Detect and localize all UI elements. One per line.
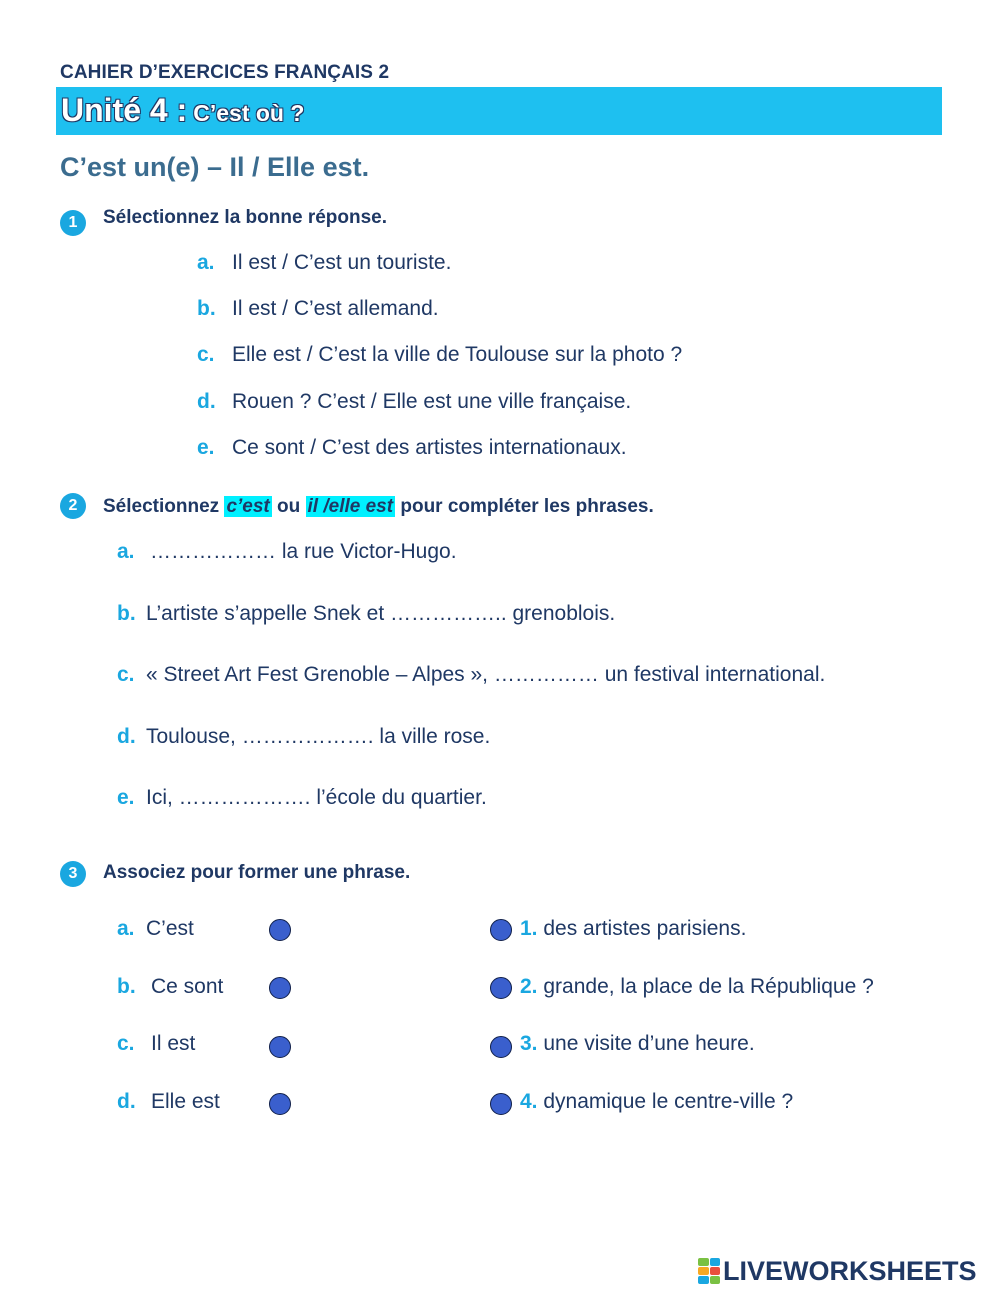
item-text: Toulouse, ………………. la ville rose. — [146, 725, 491, 748]
match-dot-right-1[interactable] — [490, 919, 512, 941]
liveworksheets-logo-icon — [698, 1258, 720, 1284]
item-letter: d. — [117, 1090, 136, 1113]
exercise-2-badge: 2 — [60, 493, 86, 519]
match-dot-right-2[interactable] — [490, 977, 512, 999]
instruction-part: ou — [277, 496, 301, 517]
item-text: Rouen ? C’est / Elle est une ville française. — [232, 390, 632, 413]
item-letter: c. — [117, 663, 135, 686]
unit-subtitle: C’est où ? — [193, 100, 305, 126]
item-letter: a. — [197, 251, 215, 274]
item-text: Ce sont / C’est des artistes internationaux. — [232, 436, 627, 459]
match-dot-left-d[interactable] — [269, 1093, 291, 1115]
ex1-item-c[interactable] — [197, 343, 682, 367]
ex3-left-b — [117, 975, 223, 999]
match-dot-left-b[interactable] — [269, 977, 291, 999]
item-letter: d. — [117, 725, 136, 748]
item-letter: a. — [117, 540, 135, 563]
ex2-item-b[interactable] — [117, 602, 615, 626]
item-letter: a. — [117, 917, 135, 940]
item-text: grande, la place de la République ? — [543, 975, 874, 998]
ex3-right-4 — [520, 1090, 793, 1114]
ex1-item-d[interactable] — [197, 390, 631, 414]
section-title: C’est un(e) – Il / Elle est. — [60, 152, 370, 182]
workbook-title: CAHIER D’EXERCICES FRANÇAIS 2 — [60, 62, 390, 83]
match-dot-left-a[interactable] — [269, 919, 291, 941]
item-number: 1. — [520, 917, 538, 940]
exercise-3-instruction: Associez pour former une phrase. — [103, 862, 411, 883]
ex3-right-3 — [520, 1032, 755, 1056]
exercise-1-badge: 1 — [60, 210, 86, 236]
instruction-part: Sélectionnez — [103, 496, 220, 517]
unit-title — [61, 92, 304, 129]
item-letter: e. — [197, 436, 215, 459]
match-dot-right-3[interactable] — [490, 1036, 512, 1058]
ex2-item-d[interactable] — [117, 725, 490, 749]
item-number: 4. — [520, 1090, 538, 1113]
item-letter: c. — [197, 343, 215, 366]
item-text: L’artiste s’appelle Snek et …………….. grenoblois. — [146, 602, 616, 625]
highlight-cest: c’est — [226, 496, 270, 517]
item-number: 2. — [520, 975, 538, 998]
item-text: Il est / C’est allemand. — [232, 297, 439, 320]
ex3-left-a — [117, 917, 194, 941]
exercise-2-instruction — [103, 496, 654, 518]
ex1-item-a[interactable] — [197, 251, 451, 275]
ex2-item-c[interactable] — [117, 663, 825, 687]
exercise-1-instruction: Sélectionnez la bonne réponse. — [103, 207, 388, 228]
ex1-item-e[interactable] — [197, 436, 627, 460]
ex3-right-2 — [520, 975, 874, 999]
ex2-item-a[interactable] — [117, 540, 457, 564]
item-letter: b. — [197, 297, 216, 320]
item-letter: e. — [117, 786, 135, 809]
item-text: « Street Art Fest Grenoble – Alpes », …………… un festival international. — [146, 663, 826, 686]
item-text: Ce sont — [151, 975, 224, 998]
ex1-item-b[interactable] — [197, 297, 439, 321]
instruction-part: pour compléter les phrases. — [400, 496, 654, 517]
item-letter: d. — [197, 390, 216, 413]
ex3-left-d — [117, 1090, 220, 1114]
item-text: Elle est / C’est la ville de Toulouse sur la photo ? — [232, 343, 683, 366]
logo-text: LIVEWORKSHEETS — [723, 1255, 977, 1286]
ex3-left-c — [117, 1032, 195, 1056]
item-text: Ici, ………………. l’école du quartier. — [146, 786, 487, 809]
item-text: Il est — [151, 1032, 196, 1055]
item-letter: c. — [117, 1032, 135, 1055]
item-text: des artistes parisiens. — [543, 917, 747, 940]
unit-label: Unité 4 : — [61, 92, 188, 128]
item-text: C’est — [146, 917, 194, 940]
liveworksheets-logo[interactable] — [698, 1256, 977, 1286]
highlight-il-elle-est: il /elle est — [307, 496, 394, 517]
item-text: une visite d’une heure. — [543, 1032, 755, 1055]
item-text: Elle est — [151, 1090, 220, 1113]
item-letter: b. — [117, 975, 136, 998]
match-dot-left-c[interactable] — [269, 1036, 291, 1058]
item-text: ……………… la rue Victor-Hugo. — [150, 540, 457, 563]
item-text: Il est / C’est un touriste. — [232, 251, 452, 274]
ex3-right-1 — [520, 917, 746, 941]
item-text: dynamique le centre-ville ? — [543, 1090, 794, 1113]
match-dot-right-4[interactable] — [490, 1093, 512, 1115]
ex2-item-e[interactable] — [117, 786, 487, 810]
item-number: 3. — [520, 1032, 538, 1055]
exercise-3-badge: 3 — [60, 861, 86, 887]
item-letter: b. — [117, 602, 136, 625]
